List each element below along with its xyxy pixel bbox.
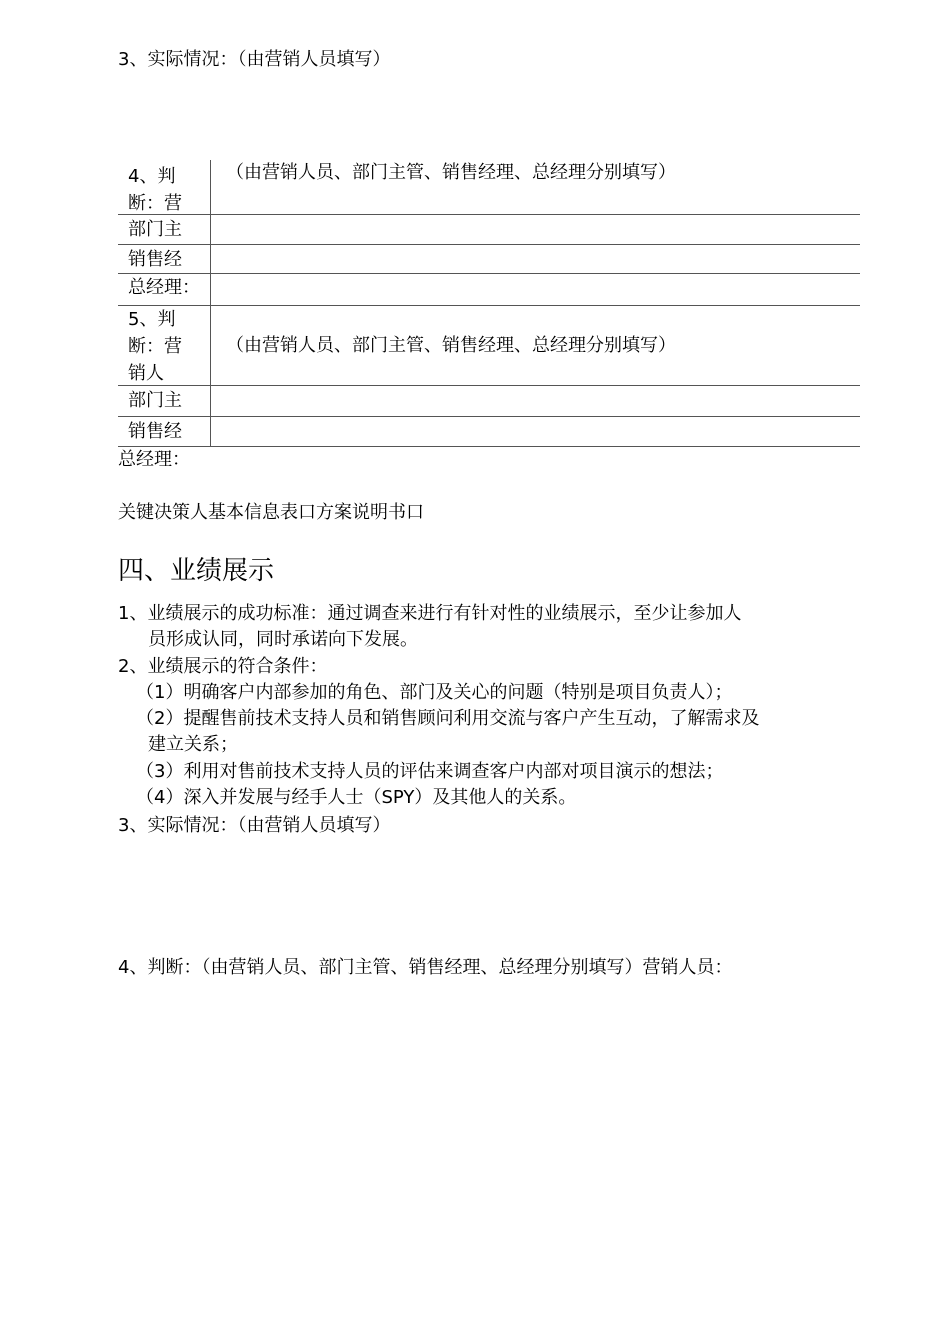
condition-2: （2）提醒售前技术支持人员和销售顾问利用交流与客户产生互动，了解需求及: [136, 708, 760, 729]
item-success-criteria: 1、业绩展示的成功标准：通过调查来进行有针对性的业绩展示，至少让参加人: [118, 603, 742, 624]
actual-situation-heading-top: 3、实际情况：（由营销人员填写）: [118, 49, 391, 70]
table2-fill-note: （由营销人员、部门主管、销售经理、总经理分别填写）: [226, 335, 676, 356]
table2-label-dept-manager: 部门主: [128, 390, 182, 411]
table2-label-sales-staff: 5、判断：营销人: [128, 309, 182, 384]
table1-row-line-3: [118, 273, 860, 274]
condition-1: （1）明确客户内部参加的角色、部门及关心的问题（特别是项目负责人）；: [136, 682, 733, 703]
actual-situation-heading: 3、实际情况：（由营销人员填写）: [118, 815, 391, 836]
table1-fill-note: （由营销人员、部门主管、销售经理、总经理分别填写）: [226, 162, 676, 183]
table1-label-dept-manager: 部门主: [128, 219, 182, 240]
decision-maker-info-caption: 关键决策人基本信息表口方案说明书口: [118, 502, 424, 523]
table2-label-sales-manager: 销售经: [128, 421, 182, 442]
table1-label-general-manager: 总经理：: [128, 277, 200, 298]
condition-4: （4）深入并发展与经手人士（SPY）及其他人的关系。: [136, 787, 577, 808]
table2-label-general-manager: 总经理：: [118, 449, 190, 470]
table1-label-sales-staff: 4、判断：营: [128, 166, 182, 214]
table2-row-line-3: [118, 446, 860, 447]
item-conditions: 2、业绩展示的符合条件：: [118, 656, 328, 677]
condition-3: （3）利用对售前技术支持人员的评估来调查客户内部对项目演示的想法；: [136, 761, 724, 782]
table2-column-divider: [210, 305, 211, 446]
table2-row-line-2: [118, 416, 860, 417]
item-success-criteria-continued: 员形成认同，同时承诺向下发展。: [148, 629, 418, 650]
table1-row-line-4: [118, 305, 860, 306]
table1-label-sales-manager: 销售经: [128, 249, 182, 270]
table1-column-divider: [210, 160, 211, 305]
table2-row-line-1: [118, 385, 860, 386]
table1-row-line-2: [118, 244, 860, 245]
judgment-heading: 4、判断：（由营销人员、部门主管、销售经理、总经理分别填写）营销人员：: [118, 957, 733, 978]
table1-row-line-1: [118, 214, 860, 215]
section-title-performance-display: 四、业绩展示: [118, 556, 275, 586]
condition-2-continued: 建立关系；: [148, 734, 238, 755]
